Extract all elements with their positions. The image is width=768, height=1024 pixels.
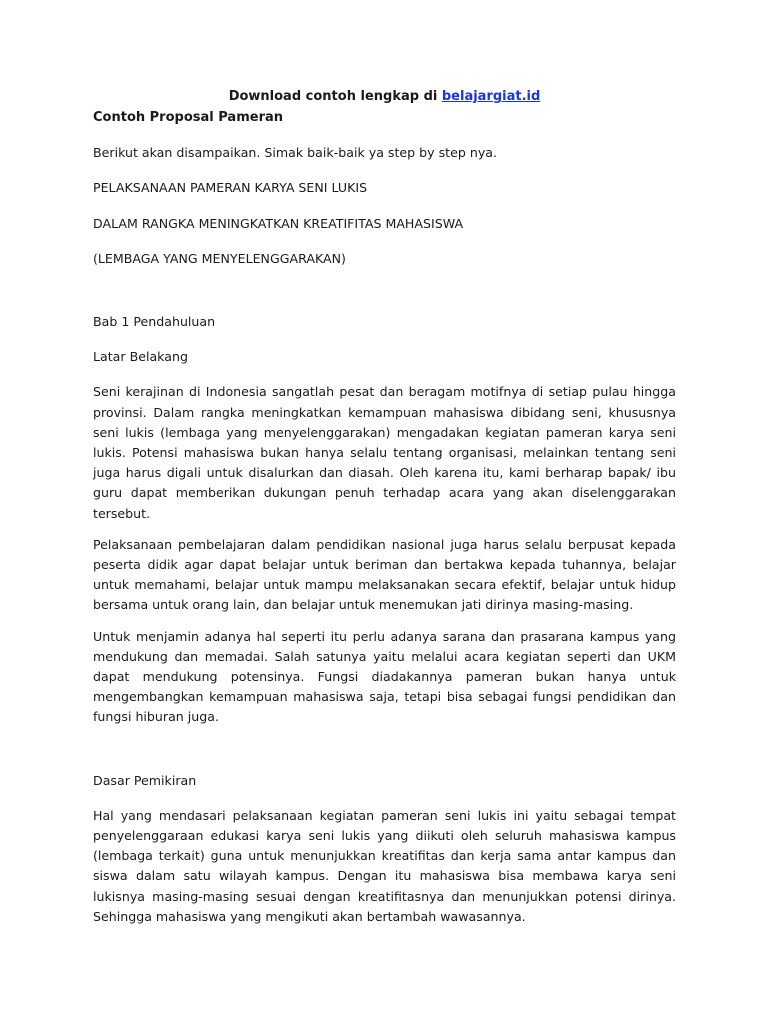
section-heading-dasar-pemikiran: Dasar Pemikiran xyxy=(93,772,197,788)
document-page xyxy=(93,87,676,927)
belajargiat-link[interactable]: belajargiat.id xyxy=(441,89,541,104)
caps-heading-1: PELAKSANAAN PAMERAN KARYA SENI LUKIS xyxy=(93,180,368,196)
paragraph: Hal yang mendasari pelaksanaan kegiatan pameran seni lukis ini yaitu sebagai tempat penyelenggaraan edukasi karya seni lukis yang diikuti oleh seluruh mahasiswa kampus (lembaga terkait) guna untuk menunjukkan kreatifitas dan kerja sama antar kampus dan siswa dalam satu wilayah kampus. Dengan itu mahasiswa bisa membawa karya seni lukisnya masing-masing sesuai dengan kreatifitasnya dan menunjukkan potensi dirinya. Sehingga mahasiswa yang mengikuti akan bertambah wawasannya. xyxy=(93,807,676,924)
section-heading-latar-belakang: Latar Belakang xyxy=(93,349,188,365)
paragraph: Pelaksanaan pembelajaran dalam pendidikan nasional juga harus selalu berpusat kepada peserta didik agar dapat belajar untuk beriman dan bertakwa kepada tuhannya, belajar untuk memahami, belajar untuk mampu melaksanakan secara efektif, belajar untuk hidup bersama untuk orang lain, dan belajar untuk menemukan jati dirinya masing-masing. xyxy=(93,536,676,613)
caps-heading-3: (LEMBAGA YANG MENYELENGGARAKAN) xyxy=(93,250,346,266)
paragraph: Seni kerajinan di Indonesia sangatlah pesat dan beragam motifnya di setiap pulau hingga provinsi. Dalam rangka meningkatkan kemampuan mahasiswa dibidang seni, khususnya seni lukis (lembaga yang menyelenggarakan) mengadakan kegiatan pameran karya seni lukis. Potensi mahasiswa bukan hanya selalu tentang organisasi, melainkan tentang seni juga harus digali untuk disalurkan dan diasah. Oleh karena itu, kami berharap bapak/ ibu guru dapat memberikan dukungan penuh terhadap acara yang akan diselenggarakan tersebut. xyxy=(93,384,676,521)
paragraph: Untuk menjamin adanya hal seperti itu perlu adanya sarana dan prasarana kampus yang mendukung dan memadai. Salah satunya yaitu melalui acara kegiatan seperti dan UKM dapat mendukung potensinya. Fungsi diadakannya pameran bukan hanya untuk mengembangkan kemampuan mahasiswa saja, tetapi bisa sebagai fungsi pendidikan dan fungsi hiburan juga. xyxy=(93,628,676,725)
download-header-text: Download contoh lengkap di xyxy=(228,89,442,104)
chapter-heading: Bab 1 Pendahuluan xyxy=(93,314,216,330)
download-header xyxy=(93,87,676,107)
caps-heading-2: DALAM RANGKA MENINGKATKAN KREATIFITAS MAHASISWA xyxy=(93,215,464,231)
document-title: Contoh Proposal Pameran xyxy=(93,110,284,125)
intro-text: Berikut akan disampaikan. Simak baik-baik ya step by step nya. xyxy=(93,145,498,161)
